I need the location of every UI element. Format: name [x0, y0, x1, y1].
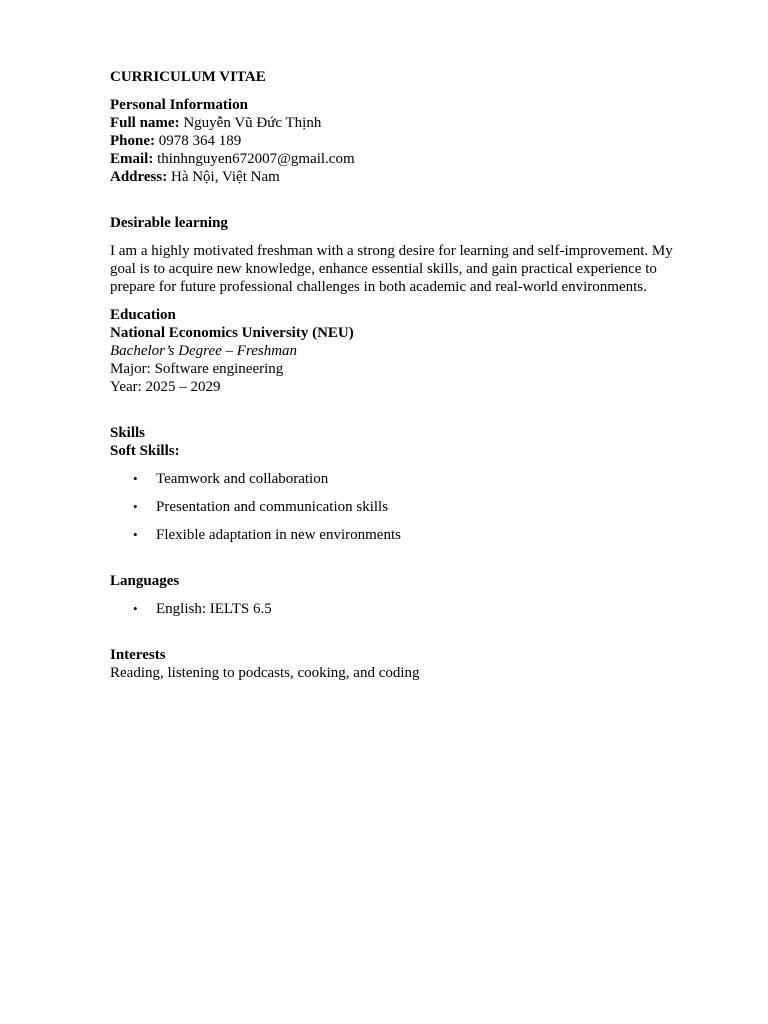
address-row — [110, 168, 700, 186]
bullet-icon: • — [133, 499, 138, 514]
personal-information-section — [110, 96, 700, 186]
interests-text: Reading, listening to podcasts, cooking, and coding — [110, 665, 420, 681]
skills-heading: Skills — [110, 425, 146, 441]
full-name-label: Full name: — [110, 115, 180, 131]
soft-skill-text: Teamwork and collaboration — [156, 471, 329, 487]
education-heading: Education — [110, 307, 176, 323]
interests-section — [110, 646, 700, 682]
phone-row — [110, 132, 700, 150]
degree: Bachelor’s Degree – Freshman — [110, 343, 298, 359]
address-value: Hà Nội, Việt Nam — [170, 169, 280, 185]
email-label: Email: — [110, 151, 154, 167]
soft-skill-text: Presentation and communication skills — [156, 499, 389, 515]
desirable-learning-section — [110, 214, 700, 296]
personal-information-heading: Personal Information — [110, 97, 248, 113]
list-item — [110, 600, 700, 618]
soft-skill-text: Flexible adaptation in new environments — [156, 527, 401, 543]
education-section — [110, 306, 700, 396]
skills-section — [110, 424, 700, 544]
full-name-row — [110, 114, 700, 132]
list-item — [110, 526, 700, 544]
bullet-icon: • — [133, 471, 138, 486]
spacer — [110, 186, 700, 214]
languages-section — [110, 572, 700, 618]
list-item — [110, 470, 700, 488]
address-label: Address: — [110, 169, 168, 185]
full-name-value: Nguyễn Vũ Đức Thịnh — [183, 115, 322, 131]
desirable-learning-paragraph: I am a highly motivated freshman with a strong desire for learning and self-improvement. My goal is to acquire new knowledge, enhance essential skills, and gain practical experience to prepare for future professional challenges in both academic and real-world environments. — [110, 243, 673, 295]
study-years: Year: 2025 – 2029 — [110, 379, 221, 395]
language-text: English: IELTS 6.5 — [156, 601, 272, 617]
phone-value: 0978 364 189 — [158, 133, 242, 149]
cv-page — [110, 68, 700, 682]
spacer — [110, 628, 700, 646]
major: Major: Software engineering — [110, 361, 284, 377]
school-name: National Economics University (NEU) — [110, 325, 354, 341]
soft-skills-heading: Soft Skills: — [110, 443, 180, 459]
languages-heading: Languages — [110, 573, 180, 589]
spacer — [110, 396, 700, 424]
bullet-icon: • — [133, 601, 138, 616]
languages-list — [110, 600, 700, 618]
bullet-icon: • — [133, 527, 138, 542]
spacer — [110, 554, 700, 572]
list-item — [110, 498, 700, 516]
email-value: thinhnguyen672007@gmail.com — [157, 151, 355, 167]
desirable-learning-heading: Desirable learning — [110, 215, 228, 231]
phone-label: Phone: — [110, 133, 155, 149]
email-row — [110, 150, 700, 168]
document-title: CURRICULUM VITAE — [110, 69, 266, 85]
soft-skills-list — [110, 470, 700, 544]
interests-heading: Interests — [110, 647, 166, 663]
